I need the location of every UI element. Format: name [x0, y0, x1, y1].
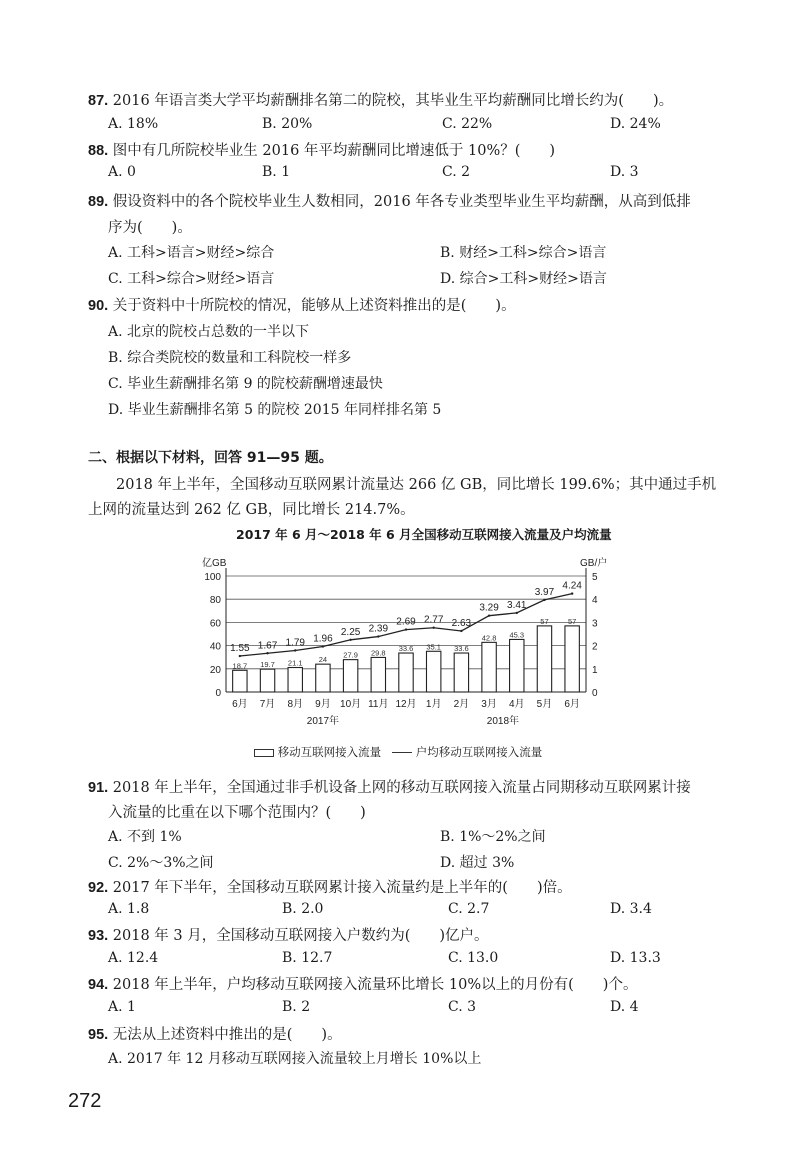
question-text-cont: 入流量的比重在以下哪个范围内？( ): [108, 805, 366, 821]
line-value-label: 1.55: [230, 643, 250, 655]
legend-bar-label: 移动互联网接入流量: [277, 745, 382, 759]
option-c[interactable]: C. 3: [448, 999, 477, 1015]
question-90: [88, 294, 516, 315]
line-value-label: 3.41: [507, 599, 527, 611]
x-tick-label: 6月: [232, 699, 248, 710]
x-tick-label: 6月: [564, 699, 580, 710]
left-tick-label: 20: [209, 664, 221, 676]
bar: [537, 626, 551, 692]
question-92: [88, 876, 572, 897]
option-a[interactable]: A. 1: [108, 999, 136, 1015]
option-d[interactable]: D. 24%: [610, 116, 661, 132]
bar: [399, 653, 413, 692]
line-value-label: 1.79: [285, 637, 305, 649]
line-value-label: 2.69: [396, 616, 416, 628]
left-tick-label: 60: [209, 618, 221, 630]
question-text: 假设资料中的各个院校毕业生人数相同，2016 年各专业类型毕业生平均薪酬，从高到低排: [112, 194, 691, 210]
question-91: [88, 776, 691, 797]
left-tick-label: 100: [204, 572, 221, 583]
bar-value-label: 57: [540, 616, 549, 626]
option-d[interactable]: D. 超过 3%: [440, 855, 515, 871]
question-94: [88, 973, 637, 994]
question-number: 91.: [88, 780, 109, 796]
left-tick-label: 80: [209, 595, 221, 607]
question-text: 图中有几所院校毕业生 2016 年平均薪酬同比增速低于 10%？( ): [112, 143, 556, 159]
x-tick-label: 10月: [340, 699, 362, 710]
option-a[interactable]: A. 18%: [108, 116, 159, 132]
section-heading: 二、根据以下材料，回答 91—95 题。: [88, 450, 333, 466]
material-paragraph: 2018 年上半年，全国移动互联网累计流量达 266 亿 GB，同比增长 199.6%；其中通过手机: [116, 477, 717, 493]
bar: [454, 653, 468, 692]
right-tick-label: 3: [592, 618, 598, 630]
x-tick-label: 9月: [315, 699, 331, 710]
option-c[interactable]: C. 22%: [442, 116, 493, 132]
option-a[interactable]: A. 12.4: [108, 950, 159, 966]
option-c[interactable]: C. 毕业生薪酬排名第 9 的院校薪酬增速最快: [108, 376, 383, 392]
option-b[interactable]: B. 综合类院校的数量和工科院校一样多: [108, 350, 352, 366]
question-88: [88, 139, 555, 160]
bar-value-label: 21.1: [287, 658, 303, 668]
question-number: 92.: [88, 880, 109, 896]
line-point: [571, 592, 573, 594]
bar: [565, 626, 579, 692]
legend-line-label: 户均移动互联网接入流量: [415, 745, 543, 759]
line-point: [294, 649, 296, 651]
page-number: 272: [68, 1090, 102, 1112]
right-tick-label: 0: [592, 688, 598, 699]
question-87: [88, 89, 673, 110]
option-c[interactable]: C. 2: [442, 164, 471, 180]
option-b[interactable]: B. 20%: [262, 116, 313, 132]
x-tick-label: 2月: [453, 699, 470, 710]
option-b[interactable]: B. 1: [262, 164, 291, 180]
option-c[interactable]: C. 工科>综合>财经>语言: [108, 271, 275, 287]
right-axis-unit: GB/户: [580, 558, 608, 569]
question-89: [88, 190, 691, 211]
bar: [371, 657, 385, 692]
question-text: 2017 年下半年，全国移动互联网累计接入流量约是上半年的( )倍。: [112, 880, 572, 896]
bar-value-label: 18.7: [232, 661, 248, 671]
line-point: [322, 645, 324, 647]
x-tick-label: 4月: [508, 699, 525, 710]
question-95: [88, 1023, 342, 1044]
right-tick-label: 4: [592, 595, 598, 607]
x-tick-label: 1月: [425, 699, 442, 710]
question-number: 95.: [88, 1027, 109, 1043]
bar-value-label: 33.6: [454, 644, 469, 654]
line-value-label: 1.67: [257, 640, 278, 652]
option-d[interactable]: D. 综合>工科>财经>语言: [440, 271, 607, 287]
x-tick-label: 5月: [536, 699, 553, 710]
bar: [288, 668, 302, 692]
x-tick-label: 7月: [259, 699, 276, 710]
option-a[interactable]: A. 工科>语言>财经>综合: [108, 245, 275, 261]
question-text: 2018 年 3 月，全国移动互联网接入户数约为( )亿户。: [112, 928, 489, 944]
line-value-label: 1.96: [313, 633, 333, 645]
line-value-label: 2.63: [451, 617, 472, 629]
bar: [510, 639, 524, 692]
question-text-cont: 序为( )。: [108, 220, 192, 236]
option-d[interactable]: D. 13.3: [610, 950, 661, 966]
question-text: 2018 年上半年，户均移动互联网接入流量环比增长 10%以上的月份有( )个。: [112, 977, 638, 993]
line-point: [488, 614, 490, 616]
bar: [482, 642, 496, 692]
option-a[interactable]: A. 0: [108, 164, 136, 180]
question-number: 87.: [88, 93, 109, 109]
question-text: 关于资料中十所院校的情况，能够从上述资料推出的是( )。: [112, 298, 516, 314]
right-tick-label: 1: [592, 664, 598, 676]
line-point: [432, 627, 434, 629]
bar-value-label: 42.8: [481, 633, 497, 643]
question-text: 无法从上述资料中推出的是( )。: [112, 1027, 342, 1043]
line-value-label: 2.25: [340, 626, 361, 638]
option-b[interactable]: B. 财经>工科>综合>语言: [440, 245, 607, 261]
option-a[interactable]: A. 北京的院校占总数的一半以下: [108, 324, 310, 340]
bar: [426, 651, 440, 692]
bar: [316, 664, 330, 692]
bar-value-label: 19.7: [260, 660, 275, 670]
line-value-label: 3.97: [534, 586, 555, 598]
question-number: 93.: [88, 928, 109, 944]
bar-value-label: 27.9: [343, 650, 358, 660]
bar-value-label: 35.1: [426, 642, 441, 652]
material-paragraph-cont: 上网的流量达到 262 亿 GB，同比增长 214.7%。: [88, 502, 415, 518]
line-point: [239, 655, 241, 657]
line-point: [516, 612, 518, 614]
x-tick-label: 12月: [395, 699, 417, 710]
option-a[interactable]: A. 1.8: [108, 901, 150, 917]
bar-value-label: 33.6: [398, 644, 414, 654]
right-tick-label: 5: [592, 572, 598, 583]
option-b[interactable]: B. 2: [282, 999, 311, 1015]
bar: [343, 660, 357, 692]
option-a[interactable]: A. 不到 1%: [108, 829, 182, 845]
combo-chart: [186, 546, 622, 756]
option-d[interactable]: D. 4: [610, 999, 639, 1015]
x-tick-label: 11月: [368, 699, 389, 710]
year-label: 2018年: [486, 716, 520, 727]
line-point: [405, 628, 407, 630]
left-tick-label: 0: [215, 688, 221, 699]
left-axis-unit: 亿GB: [202, 558, 227, 569]
bar-value-label: 57: [567, 616, 577, 626]
question-number: 88.: [88, 143, 109, 159]
option-a[interactable]: A. 2017 年 12 月移动互联网接入流量较上月增长 10%以上: [108, 1051, 482, 1067]
option-b[interactable]: B. 12.7: [282, 950, 333, 966]
bar-value-label: 45.3: [509, 630, 525, 640]
line-value-label: 2.39: [368, 623, 389, 635]
bar: [233, 670, 247, 692]
question-number: 94.: [88, 977, 109, 993]
option-d[interactable]: D. 毕业生薪酬排名第 5 的院校 2015 年同样排名第 5: [108, 402, 442, 418]
line-legend-swatch: [392, 752, 412, 753]
question-93: [88, 924, 489, 945]
chart-legend: [254, 744, 542, 760]
bar: [260, 669, 274, 692]
question-text: 2016 年语言类大学平均薪酬排名第二的院校，其毕业生平均薪酬同比增长约为( )。: [112, 93, 674, 109]
question-text: 2018 年上半年，全国通过非手机设备上网的移动互联网接入流量占同期移动互联网累计接: [112, 780, 691, 796]
right-tick-label: 2: [592, 641, 598, 653]
option-c[interactable]: C. 2%～3%之间: [108, 855, 214, 871]
line-point: [349, 639, 351, 641]
bar-legend-swatch: [254, 749, 274, 757]
option-d[interactable]: D. 3.4: [610, 901, 652, 917]
line-point: [460, 630, 462, 632]
chart-title: 2017 年 6 月～2018 年 6 月全国移动互联网接入流量及户均流量: [236, 527, 612, 542]
line-value-label: 2.77: [423, 614, 444, 626]
question-number: 90.: [88, 298, 109, 314]
option-c[interactable]: C. 2.7: [448, 901, 490, 917]
bar-value-label: 29.8: [371, 648, 386, 658]
option-b[interactable]: B. 1%～2%之间: [440, 829, 546, 845]
bar-value-label: 24: [318, 655, 328, 665]
line-value-label: 4.24: [562, 580, 582, 592]
line-point: [266, 652, 268, 654]
x-tick-label: 8月: [287, 699, 304, 710]
question-number: 89.: [88, 194, 109, 210]
line-point: [543, 599, 545, 601]
left-tick-label: 40: [209, 641, 221, 653]
option-d[interactable]: D. 3: [610, 164, 639, 180]
option-c[interactable]: C. 13.0: [448, 950, 499, 966]
line-value-label: 3.29: [479, 602, 499, 614]
line-point: [377, 635, 379, 637]
year-label: 2017年: [306, 716, 340, 727]
x-tick-label: 3月: [481, 699, 497, 710]
option-b[interactable]: B. 2.0: [282, 901, 324, 917]
